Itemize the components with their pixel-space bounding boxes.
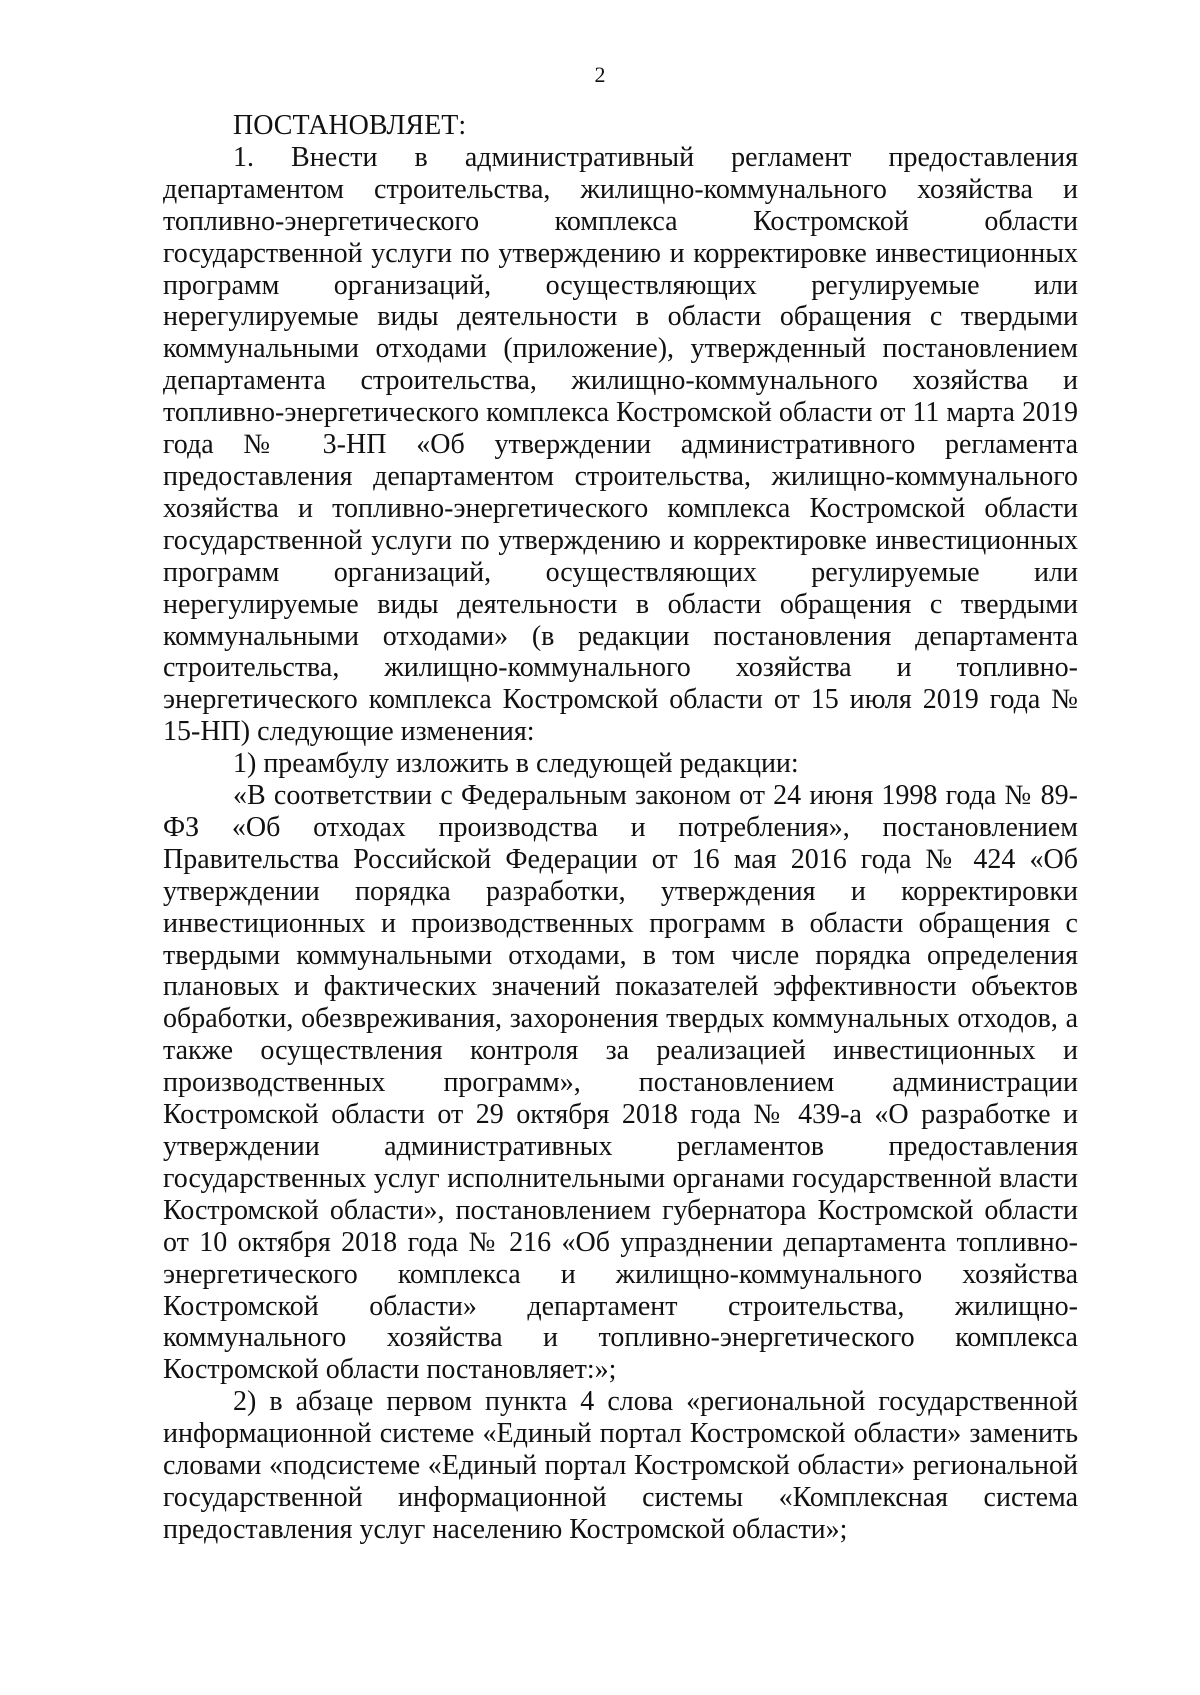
resolution-heading: ПОСТАНОВЛЯЕТ: — [233, 110, 467, 141]
paragraph-subitem-2-portal: 2) в абзаце первом пункта 4 слова «региональной государственной информационной системе «Единый портал Костромской области» заменить словами «подсистеме «Единый портал Костромской области» региональной государственной информационной системы «Комплексная система предоставления услуг населению Костромской области»; — [163, 1386, 1078, 1545]
page-number: 2 — [594, 62, 606, 87]
paragraph-item-1-amendments: 1. Внести в административный регламент предоставления департаментом строительства, жилищно-коммунального хозяйства и топливно-энергетического комплекса Костромской области государственной услуги по утверждению и корректировке инвестиционных программ организаций, осуществляющих регулируемые или нерегулируемые виды деятельности в области обращения с твердыми коммунальными отходами (приложение), утвержденный постановлением департамента строительства, жилищно-коммунального хозяйства и топливно-энергетического комплекса Костромской области от 11 марта 2019 года № 3-НП «Об утверждении административного регламента предоставления департаментом строительства, жилищно-коммунального хозяйства и топливно-энергетического комплекса Костромской области государственной услуги по утверждению и корректировке инвестиционных программ организаций, осуществляющих регулируемые или нерегулируемые виды деятельности в области обращения с твердыми коммунальными отходами» (в редакции постановления департамента строительства, жилищно-коммунального хозяйства и топливно-энергетического комплекса Костромской области от 15 июля 2019 года № 15-НП) следующие изменения: — [163, 141, 1078, 748]
document-body — [163, 110, 1078, 1546]
paragraph-subitem-1-preamble: 1) преамбулу изложить в следующей редакции: — [233, 748, 799, 780]
paragraph-preamble-text: «В соответствии с Федеральным законом от 24 июня 1998 года № 89-ФЗ «Об отходах производства и потребления», постановлением Правительства Российской Федерации от 16 мая 2016 года № 424 «Об утверждении порядка разработки, утверждения и корректировки инвестиционных и производственных программ в области обращения с твердыми коммунальными отходами, в том числе порядка определения плановых и фактических значений показателей эффективности объектов обработки, обезвреживания, захоронения твердых коммунальных отходов, а также осуществления контроля за реализацией инвестиционных и производственных программ», постановлением администрации Костромской области от 29 октября 2018 года № 439-а «О разработке и утверждении административных регламентов предоставления государственных услуг исполнительными органами государственной власти Костромской области», постановлением губернатора Костромской области от 10 октября 2018 года № 216 «Об упразднении департамента топливно-энергетического комплекса и жилищно-коммунального хозяйства Костромской области» департамент строительства, жилищно-коммунального хозяйства и топливно-энергетического комплекса Костромской области постановляет:»; — [163, 780, 1078, 1386]
